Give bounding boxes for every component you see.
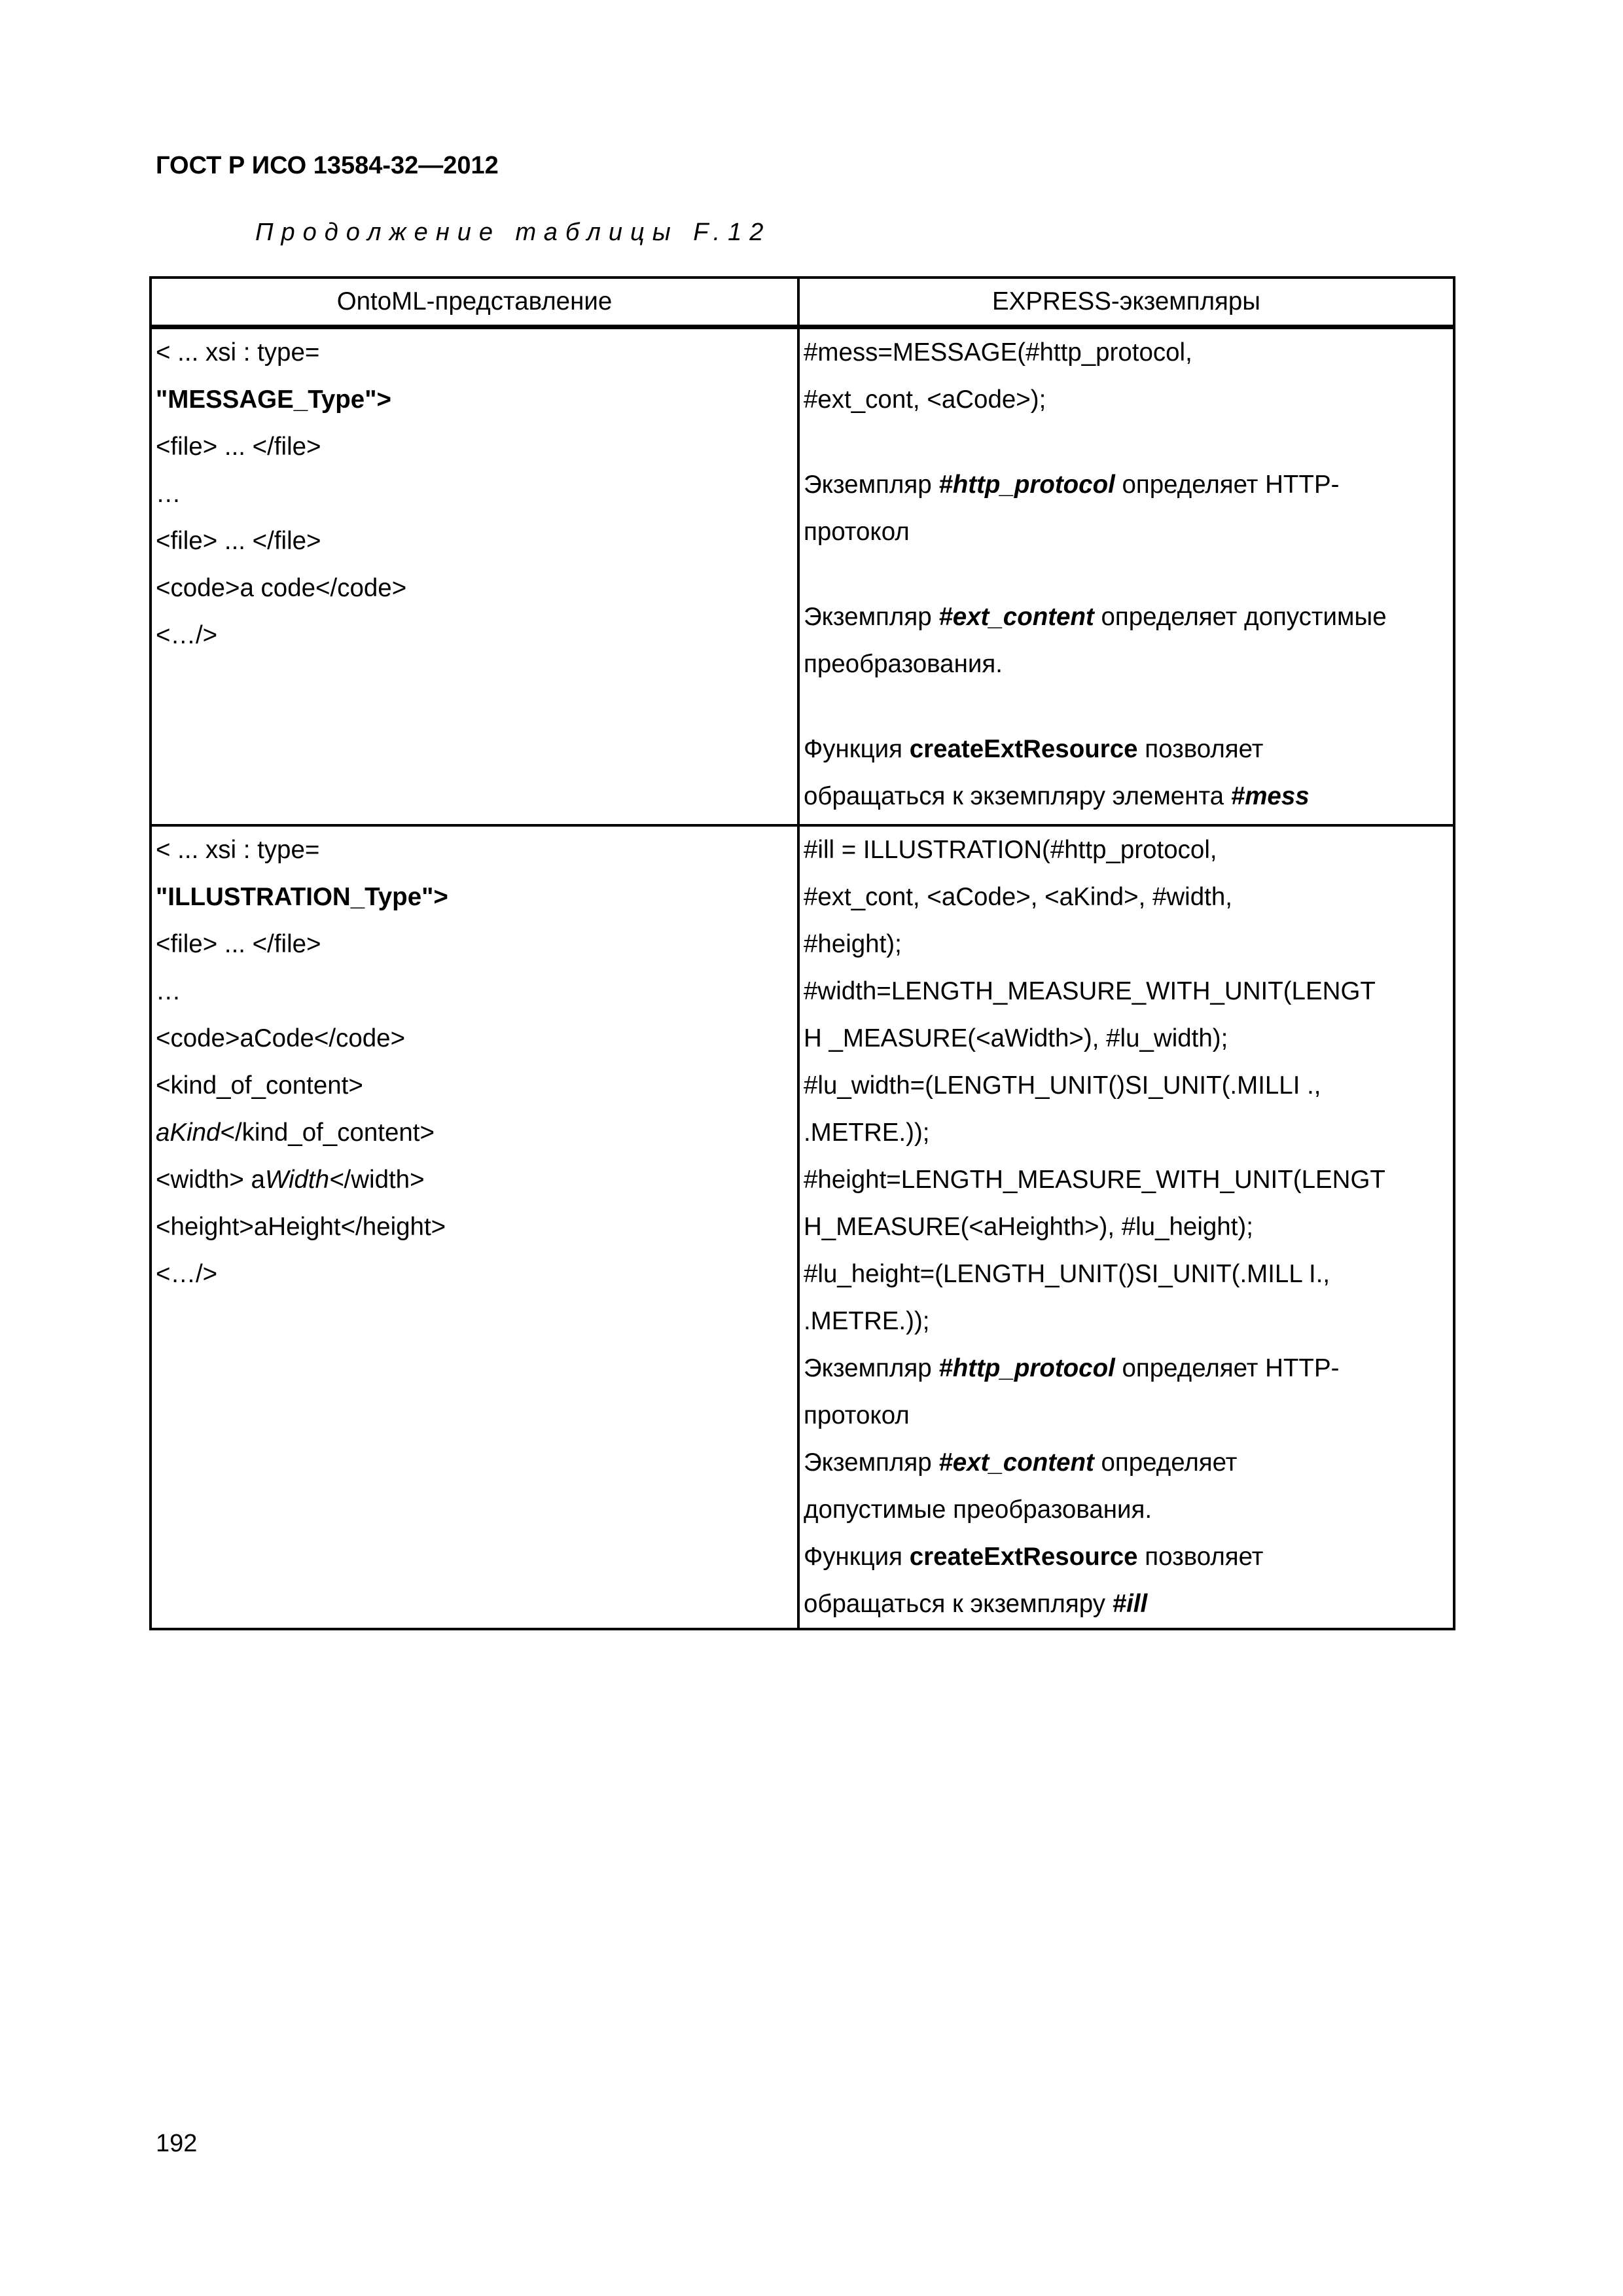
code-line: <…/> (156, 621, 218, 649)
ontoml-cell-illustration (151, 825, 798, 1629)
description-line: обращаться к экземпляру #ill (803, 1590, 1148, 1618)
code-line: <height>aHeight</height> (156, 1213, 446, 1241)
term-ext-content: #ext_content (938, 1448, 1094, 1477)
code-line: … (156, 480, 181, 508)
description-line: Экземпляр #ext_content определяет допустимые (803, 603, 1387, 631)
table-caption: Продолжение таблицы F.12 (255, 219, 772, 246)
express-cell-illustration (798, 825, 1454, 1629)
table-header-row (151, 278, 1454, 327)
express-line: #lu_height=(LENGTH_UNIT()SI_UNIT(.MILL I., (803, 1260, 1330, 1288)
description-line: обращаться к экземпляру элемента #mess (803, 782, 1310, 810)
express-line: #height=LENGTH_MEASURE_WITH_UNIT(LENGT (803, 1166, 1385, 1194)
code-line: <code>aCode</code> (156, 1024, 406, 1052)
code-line: <code>a code</code> (156, 574, 407, 602)
code-line: <kind_of_content> (156, 1071, 363, 1100)
spacer (804, 556, 1449, 594)
description-line: допустимые преобразования. (803, 1496, 1152, 1524)
express-line: #ext_cont, <aCode>, <aKind>, #width, (803, 883, 1232, 911)
table-row-message (151, 327, 1454, 826)
spacer (804, 423, 1449, 461)
document-header: ГОСТ Р ИСО 13584-32—2012 (156, 152, 499, 179)
express-line: #ill = ILLUSTRATION(#http_protocol, (803, 836, 1217, 864)
express-cell-message (798, 327, 1454, 826)
code-line: < ... xsi : type= (156, 836, 320, 864)
description-line: Экземпляр #http_protocol определяет HTTP- (803, 471, 1340, 499)
description-line: протокол (803, 1401, 910, 1429)
ontoml-cell-message (151, 327, 798, 826)
page-number: 192 (156, 2130, 198, 2157)
code-line: < ... xsi : type= (156, 338, 320, 367)
express-line: .METRE.)); (803, 1119, 930, 1147)
express-line: H _MEASURE(<aWidth>), #lu_width); (803, 1024, 1228, 1052)
table-row-illustration (151, 825, 1454, 1629)
comparison-table (149, 276, 1455, 1630)
express-line: H_MEASURE(<aHeighth>), #lu_height); (803, 1213, 1253, 1241)
express-line: #height); (803, 930, 902, 958)
spacer (804, 688, 1449, 726)
type-name: "ILLUSTRATION_Type"> (156, 883, 448, 911)
code-line: <file> ... </file> (156, 930, 321, 958)
term-http-protocol: #http_protocol (938, 471, 1115, 499)
description-line: протокол (803, 518, 910, 546)
code-line: … (156, 977, 181, 1005)
express-line: #lu_width=(LENGTH_UNIT()SI_UNIT(.MILLI ., (803, 1071, 1321, 1100)
column-header-express: EXPRESS-экземпляры (798, 278, 1454, 327)
term-ext-content: #ext_content (938, 603, 1094, 631)
description-line: Экземпляр #http_protocol определяет HTTP- (803, 1354, 1340, 1382)
column-header-ontoml: OntoML-представление (151, 278, 798, 327)
code-line: <file> ... </file> (156, 433, 321, 461)
description-line: Функция createExtResource позволяет (803, 735, 1264, 763)
description-line: Экземпляр #ext_content определяет (803, 1448, 1238, 1477)
term-create-ext-resource: createExtResource (909, 735, 1138, 763)
term-http-protocol: #http_protocol (938, 1354, 1115, 1382)
express-line: #width=LENGTH_MEASURE_WITH_UNIT(LENGT (803, 977, 1376, 1005)
express-line: #mess=MESSAGE(#http_protocol, (803, 338, 1192, 367)
term-ill: #ill (1112, 1590, 1148, 1618)
type-name: "MESSAGE_Type"> (156, 386, 391, 414)
description-line: Функция createExtResource позволяет (803, 1543, 1264, 1571)
express-line: #ext_cont, <aCode>); (803, 386, 1046, 414)
code-line: <file> ... </file> (156, 527, 321, 555)
code-line: aKind</kind_of_content> (156, 1119, 435, 1147)
code-line: <width> aWidth</width> (156, 1166, 425, 1194)
description-line: преобразования. (803, 650, 1003, 678)
term-create-ext-resource: createExtResource (909, 1543, 1138, 1571)
code-line: <…/> (156, 1260, 218, 1288)
express-line: .METRE.)); (803, 1307, 930, 1335)
term-mess: #mess (1230, 782, 1310, 810)
